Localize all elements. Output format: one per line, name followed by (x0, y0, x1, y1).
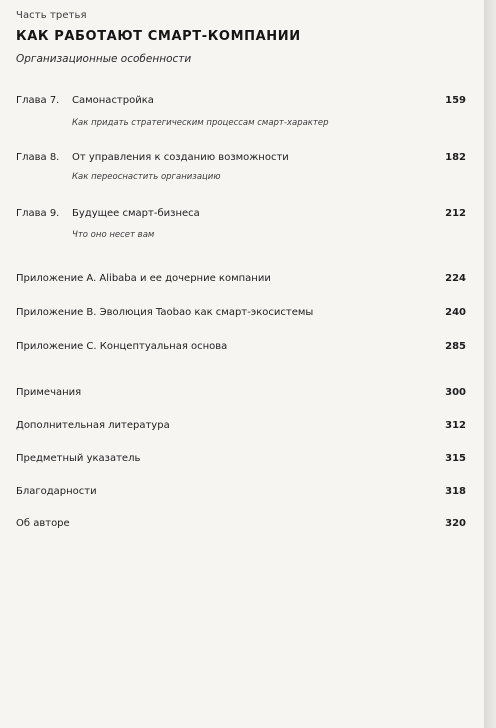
toc-entry-index (16, 453, 466, 469)
part-subtitle: Организационные особенности (16, 53, 192, 65)
entry-title: Благодарности (16, 486, 97, 497)
toc-entry-chapter-7 (16, 95, 466, 111)
page-number: 212 (445, 208, 466, 219)
page-edge (484, 0, 496, 728)
page-number: 159 (445, 95, 466, 106)
toc-entry-appendix-b (16, 307, 466, 323)
toc-entry-further-reading (16, 420, 466, 436)
chapter-title: Самонастройка (72, 95, 154, 106)
page-number: 224 (445, 273, 466, 284)
page-number: 315 (445, 453, 466, 464)
chapter-subtitle: Как придать стратегическим процессам смарт-характер (72, 118, 329, 128)
page-number: 312 (445, 420, 466, 431)
appendix-title: Приложение A. Alibaba и ее дочерние компании (16, 273, 271, 284)
chapter-subtitle: Что оно несет вам (72, 230, 155, 240)
appendix-title: Приложение C. Концептуальная основа (16, 341, 228, 352)
chapter-number: Глава 7. (16, 95, 60, 106)
page-number: 240 (445, 307, 466, 318)
chapter-number: Глава 9. (16, 208, 60, 219)
page-number: 285 (445, 341, 466, 352)
toc-entry-notes (16, 387, 466, 403)
entry-title: Об авторе (16, 518, 70, 529)
page-number: 320 (445, 518, 466, 529)
entry-title: Дополнительная литература (16, 420, 170, 431)
toc-entry-chapter-9 (16, 208, 466, 224)
appendix-title: Приложение B. Эволюция Taobao как смарт-экосистемы (16, 307, 314, 318)
toc-entry-appendix-a (16, 273, 466, 289)
page-number: 182 (445, 152, 466, 163)
entry-title: Примечания (16, 387, 82, 398)
toc-entry-about-author (16, 518, 466, 534)
part-title: КАК РАБОТАЮТ СМАРТ-КОМПАНИИ (16, 29, 301, 44)
toc-entry-appendix-c (16, 341, 466, 357)
part-label: Часть третья (16, 10, 87, 21)
page-number: 300 (445, 387, 466, 398)
chapter-number: Глава 8. (16, 152, 60, 163)
chapter-subtitle: Как переоснастить организацию (72, 172, 221, 182)
toc-entry-chapter-8 (16, 152, 466, 168)
chapter-title: Будущее смарт-бизнеса (72, 208, 200, 219)
chapter-title: От управления к созданию возможности (72, 152, 289, 163)
toc-entry-acknowledgements (16, 486, 466, 502)
page-number: 318 (445, 486, 466, 497)
entry-title: Предметный указатель (16, 453, 141, 464)
